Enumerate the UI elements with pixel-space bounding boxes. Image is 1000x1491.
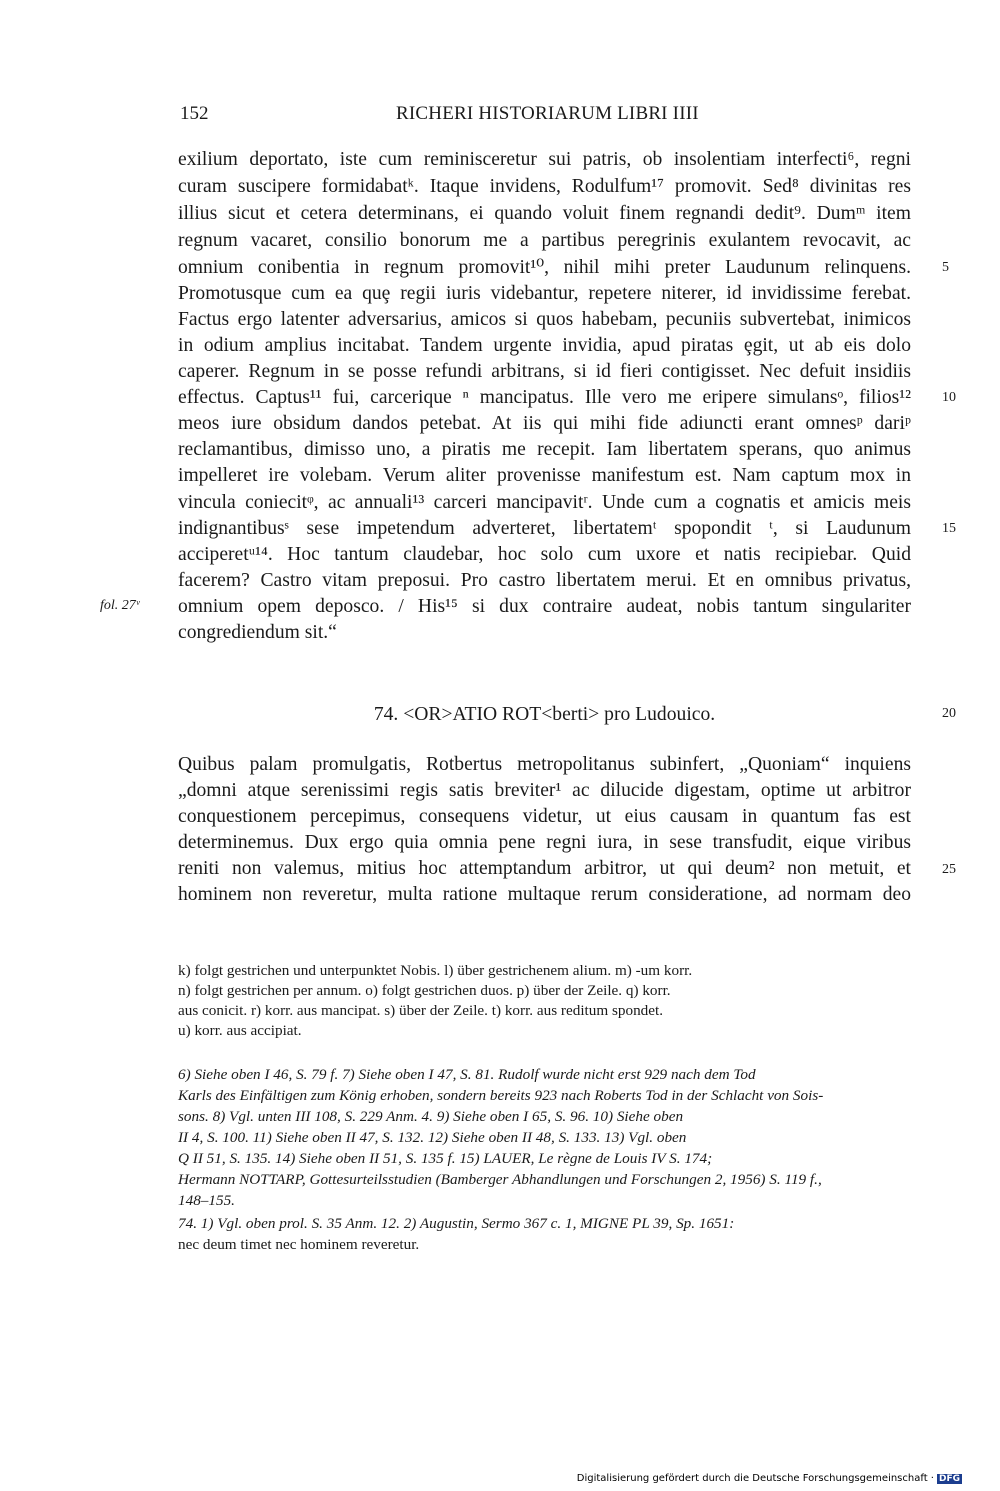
text-line: indignantibusˢ sese impetendum adverteret, libertatemᵗ spopondit ᵗ, si Laudunum — [178, 518, 911, 539]
credit-text: Digitalisierung gefördert durch die Deutsche Forschungsgemeinschaft · — [576, 1473, 934, 1484]
footnote-line: 148–155. — [178, 1192, 235, 1209]
line-number: 20 — [942, 706, 956, 721]
text-line: acciperetᵘ¹⁴. Hoc tantum claudebar, hoc solo cum uxore et natis recipiebar. Quid — [178, 544, 911, 565]
text-line: vincula coniecitᵠ, ac annuali¹³ carceri mancipavitʳ. Unde cum a cognatis et amicis meis — [178, 492, 911, 513]
text-line: hominem non reveretur, multa ratione multaque rerum consideratione, ad normam deo — [178, 884, 911, 905]
text-line: curam suscipere formidabatᵏ. Itaque invidens, Rodulfum¹⁷ promovit. Sed⁸ divinitas res — [178, 176, 911, 197]
line-number: 25 — [942, 862, 956, 877]
footnote-line: Hermann NOTTARP, Gottesurteilsstudien (Bamberger Abhandlungen und Forschungen 2, 1956) S. 119 f., — [178, 1171, 822, 1188]
text-line: meos iure obsidum dandos petebat. At iis qui mihi fide adiuncti erant omnesᵖ dariᵖ — [178, 413, 911, 434]
apparatus-line: k) folgt gestrichen und unterpunktet Nobis. l) über gestrichenem alium. m) -um korr. — [178, 962, 693, 979]
page-number: 152 — [180, 103, 209, 124]
text-line: illius sicut et cetera determinans, ei quando voluit finem regnandi dedit⁹. Dumᵐ item — [178, 203, 911, 224]
dfg-logo: DFG — [938, 1474, 960, 1484]
text-line: congrediendum sit.“ — [178, 622, 337, 643]
text-line: omnium opem deposco. / His¹⁵ si dux contraire audeat, nobis tantum singulariter — [178, 596, 911, 617]
digitization-credit — [577, 1473, 962, 1484]
text-line: regnum vacaret, consilio bonorum me a partibus peregrinis exulantem revocavit, ac — [178, 230, 911, 251]
chapter-heading: 74. <OR>ATIO ROT<berti> pro Ludouico. — [373, 704, 716, 725]
text-line: Promotusque cum ea quȩ regii iuris videbantur, repetere niterer, id invidissime ferebat. — [178, 283, 911, 304]
footnote-line: Q II 51, S. 135. 14) Siehe oben II 51, S. 135 f. 15) LAUER, Le règne de Louis IV S. 174; — [178, 1150, 713, 1167]
text-line: omnium conibentia in regnum promovit¹⁰, nihil mihi preter Laudunum relinquens. — [178, 257, 911, 278]
text-line: Quibus palam promulgatis, Rotbertus metropolitanus subinfert, „Quoniam“ inquiens — [178, 754, 911, 775]
text-line: facerem? Castro vitam preposui. Pro castro libertatem merui. Et en omnibus privatus, — [178, 570, 911, 591]
text-line: Factus ergo latenter adversarius, amicos si quos habebam, pecuniis subvertebat, inimicos — [178, 309, 911, 330]
line-number: 15 — [942, 521, 956, 536]
text-line: in odium amplius incitabat. Tandem urgente invidia, apud piratas ȩgit, ut ab eis dolo — [178, 335, 911, 356]
apparatus-line: n) folgt gestrichen per annum. o) folgt gestrichen duos. p) über der Zeile. q) korr. — [178, 982, 671, 999]
footnote-line: sons. 8) Vgl. unten III 108, S. 229 Anm. 4. 9) Siehe oben I 65, S. 96. 10) Siehe oben — [178, 1108, 684, 1125]
apparatus-line: aus conicit. r) korr. aus mancipat. s) über der Zeile. t) korr. aus reditum spondet. — [178, 1002, 664, 1019]
folio-margin-note: fol. 27ᵛ — [100, 598, 140, 613]
text-line: determinemus. Dux ergo quia omnia pene regni iura, in sese transfudit, eique viribus — [178, 832, 911, 853]
text-line: exilium deportato, iste cum reminisceretur sui patris, ob insolentiam interfecti⁶, regni — [178, 149, 911, 170]
apparatus-line: u) korr. aus accipiat. — [178, 1022, 302, 1039]
text-line: „domni atque serenissimi regis satis breviter¹ ac dilucide digestam, optime ut arbitror — [178, 780, 911, 801]
footnote-line: 74. 1) Vgl. oben prol. S. 35 Anm. 12. 2) Augustin, Sermo 367 c. 1, MIGNE PL 39, Sp. 1651: — [178, 1215, 735, 1232]
line-number: 5 — [942, 260, 949, 275]
text-line: effectus. Captus¹¹ fui, carcerique ⁿ mancipatus. Ille vero me eripere simulansᵒ, filios¹² — [178, 387, 911, 408]
footnote-line: II 4, S. 100. 11) Siehe oben II 47, S. 132. 12) Siehe oben II 48, S. 133. 13) Vgl. oben — [178, 1129, 687, 1146]
line-number: 10 — [942, 390, 956, 405]
footnote-line: nec deum timet nec hominem reveretur. — [178, 1236, 420, 1253]
text-line: reclamantibus, dimisso uno, a piratis me recepit. Iam libertatem sperans, quo animus — [178, 439, 911, 460]
text-line: reniti non valemus, mitius hoc attemptandum arbitror, ut qui deum² non metuit, et — [178, 858, 911, 879]
running-title: RICHERI HISTORIARUM LIBRI IIII — [396, 103, 699, 124]
text-line: conquestionem percepimus, consequens videtur, ut eius causam in quantum fas est — [178, 806, 911, 827]
text-line: caperer. Regnum in se posse refundi arbitrans, si id fieri contigisset. Nec defuit insidiis — [178, 361, 911, 382]
footnote-line: 6) Siehe oben I 46, S. 79 f. 7) Siehe oben I 47, S. 81. Rudolf wurde nicht erst 929 nach dem Tod — [178, 1066, 756, 1083]
text-line: impelleret ire volebam. Verum aliter provenisse manifestum est. Nam captum mox in — [178, 465, 911, 486]
footnote-line: Karls des Einfältigen zum König erhoben, sondern bereits 923 nach Roberts Tod in der Schlacht von Sois- — [178, 1087, 824, 1104]
